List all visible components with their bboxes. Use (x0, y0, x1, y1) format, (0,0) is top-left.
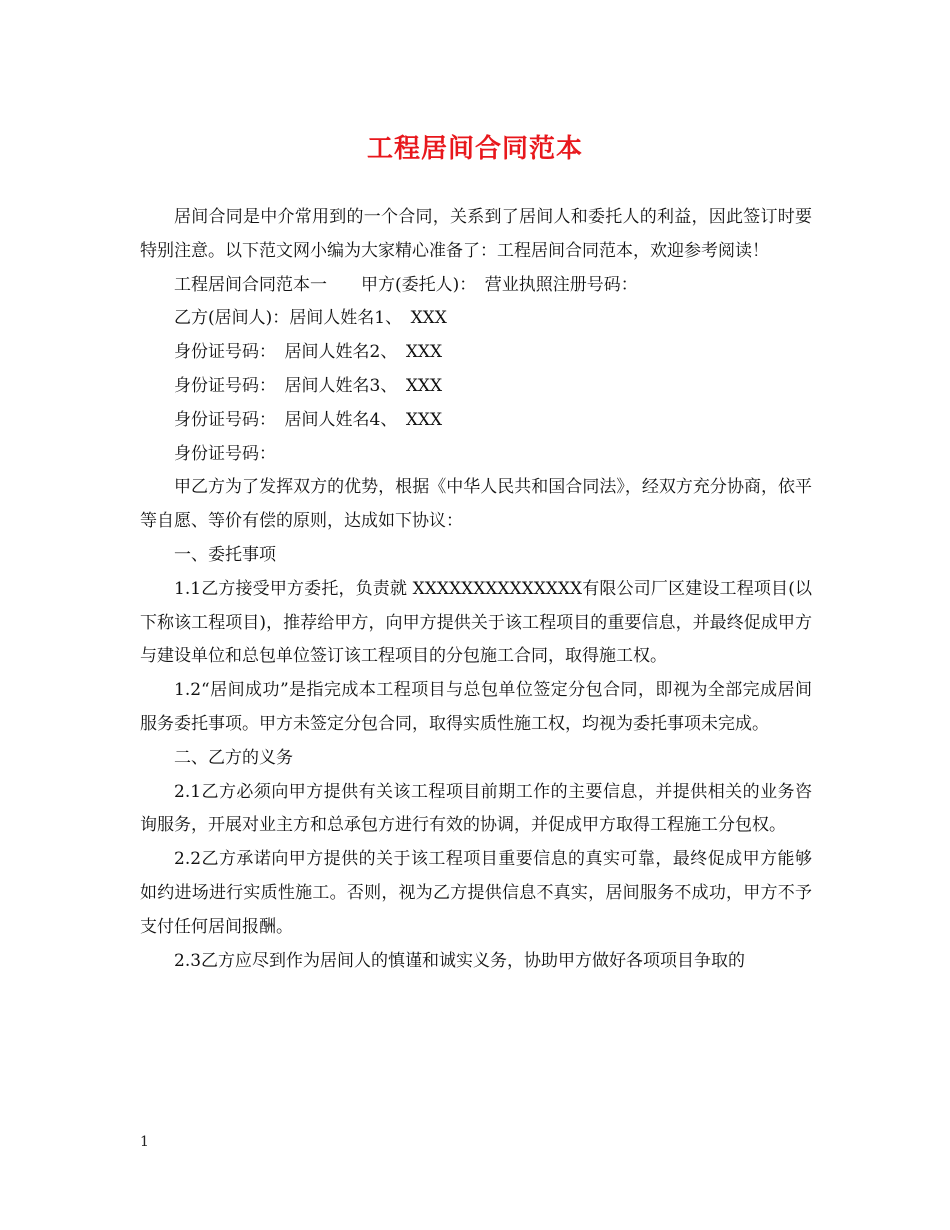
section-heading-1: 一、委托事项 (174, 544, 276, 565)
section-heading-2: 二、乙方的义务 (174, 747, 293, 768)
clause-1-2: 1.2“居间成功”是指完成本工程项目与总包单位签定分包合同，即视为全部完成居间服务委托事项。甲方未签定分包合同，取得实质性施工权，均视为委托事项未完成。 (140, 680, 812, 734)
clause-2-3: 2.3乙方应尽到作为居间人的慎谨和诚实义务，协助甲方做好各项项目争取的 (174, 950, 746, 971)
page-number: 1 (140, 1134, 149, 1150)
clause-2-2: 2.2乙方承诺向甲方提供的关于该工程项目重要信息的真实可靠，最终促成甲方能够如约进场进行实质性施工。否则，视为乙方提供信息不真实，居间服务不成功，甲方不予支付任何居间报酬。 (140, 849, 812, 937)
clause-1-1: 1.1乙方接受甲方委托，负责就 XXXXXXXXXXXXXX有限公司厂区建设工程项目(以下称该工程项目)，推荐给甲方，向甲方提供关于该工程项目的重要信息，并最终促成甲方与建设单位和总包单位签订该工程项目的分包施工合同，取得施工权。 (140, 578, 812, 667)
id-line-3: 身份证号码： 居间人姓名3、 XXX (174, 375, 443, 396)
intro-paragraph: 居间合同是中介常用到的一个合同，关系到了居间人和委托人的利益，因此签订时要特别注意。以下范文网小编为大家精心准备了：工程居间合同范本，欢迎参考阅读！ (140, 207, 812, 261)
id-line-5: 身份证号码： (174, 443, 276, 464)
clause-2-1: 2.1乙方必须向甲方提供有关该工程项目前期工作的主要信息，并提供相关的业务咨询服务，开展对业主方和总承包方进行有效的协调，并促成甲方取得工程施工分包权。 (140, 781, 812, 836)
document-body (140, 201, 812, 978)
agreement-paragraph: 甲乙方为了发挥双方的优势，根据《中华人民共和国合同法》，经双方充分协商，依平等自愿、等价有偿的原则，达成如下协议： (140, 477, 812, 532)
document-title: 工程居间合同范本 (366, 134, 583, 164)
id-line-2: 身份证号码： 居间人姓名2、 XXX (174, 342, 443, 363)
id-line-4: 身份证号码： 居间人姓名4、 XXX (174, 409, 443, 430)
party-a-line: 工程居间合同范本一 甲方(委托人)： 营业执照注册号码： (174, 274, 638, 295)
party-b-line: 乙方(居间人)：居间人姓名1、 XXX (174, 308, 447, 329)
